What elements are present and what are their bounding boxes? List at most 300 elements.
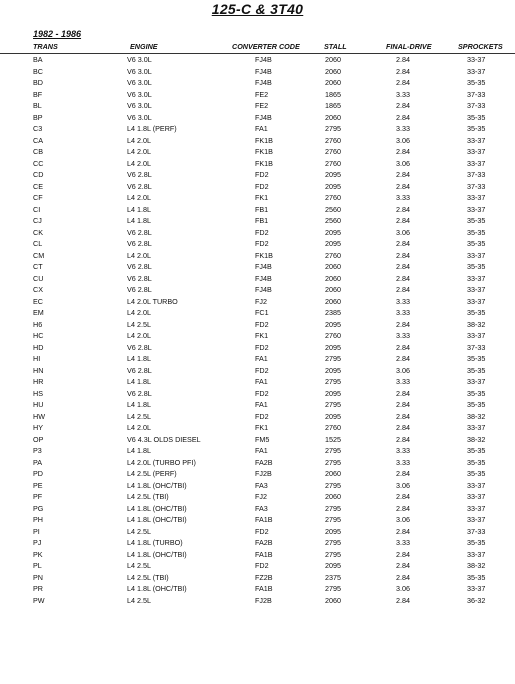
cell-converter-code: FJ4B bbox=[255, 273, 272, 283]
cell-final-drive: 2.84 bbox=[396, 572, 410, 582]
cell-stall: 2795 bbox=[325, 549, 341, 559]
cell-converter-code: FA2B bbox=[255, 457, 273, 467]
cell-trans: CT bbox=[33, 262, 43, 271]
cell-trans: PF bbox=[33, 492, 43, 501]
cell-converter-code: FJ4B bbox=[255, 285, 272, 294]
table-row bbox=[0, 168, 515, 180]
cell-engine: L4 2.0L bbox=[127, 135, 151, 145]
cell-stall: 2060 bbox=[325, 469, 341, 478]
cell-engine: V6 2.8L bbox=[127, 239, 152, 248]
cell-stall: 2095 bbox=[325, 319, 341, 329]
cell-stall: 2095 bbox=[325, 227, 341, 237]
cell-converter-code: FD2 bbox=[255, 365, 269, 375]
cell-stall: 2095 bbox=[325, 388, 341, 398]
cell-final-drive: 3.06 bbox=[396, 227, 410, 237]
cell-trans: PD bbox=[33, 469, 43, 478]
cell-converter-code: FA1B bbox=[255, 515, 273, 524]
cell-stall: 2795 bbox=[325, 446, 341, 455]
table-row bbox=[0, 433, 515, 445]
cell-stall: 2060 bbox=[325, 285, 341, 294]
cell-sprockets: 35-35 bbox=[467, 354, 486, 363]
cell-converter-code: FD2 bbox=[255, 239, 269, 248]
cell-sprockets: 38-32 bbox=[467, 434, 486, 444]
cell-trans: BC bbox=[33, 66, 43, 76]
table-row bbox=[0, 341, 515, 353]
cell-engine: V6 2.8L bbox=[127, 273, 152, 283]
cell-converter-code: FA1 bbox=[255, 400, 268, 409]
cell-stall: 2375 bbox=[325, 572, 341, 582]
cell-final-drive: 3.06 bbox=[396, 365, 410, 375]
cell-trans: C3 bbox=[33, 124, 43, 133]
cell-stall: 2060 bbox=[325, 273, 341, 283]
cell-stall: 2795 bbox=[325, 584, 341, 593]
table-row bbox=[0, 134, 515, 146]
cell-converter-code: FA1B bbox=[255, 549, 273, 559]
table-row bbox=[0, 180, 515, 192]
cell-trans: BF bbox=[33, 89, 43, 99]
cell-final-drive: 3.33 bbox=[396, 193, 410, 202]
cell-stall: 2560 bbox=[325, 216, 341, 225]
cell-stall: 2095 bbox=[325, 561, 341, 570]
cell-engine: L4 2.5L bbox=[127, 526, 151, 536]
cell-converter-code: FA1 bbox=[255, 354, 268, 363]
cell-converter-code: FA2B bbox=[255, 538, 273, 547]
cell-sprockets: 35-35 bbox=[467, 446, 486, 455]
cell-converter-code: FM5 bbox=[255, 434, 270, 444]
cell-final-drive: 3.06 bbox=[396, 584, 410, 593]
cell-final-drive: 2.84 bbox=[396, 503, 410, 513]
cell-converter-code: FD2 bbox=[255, 526, 269, 536]
cell-final-drive: 2.84 bbox=[396, 434, 410, 444]
cell-final-drive: 3.33 bbox=[396, 124, 410, 133]
cell-converter-code: FA3 bbox=[255, 480, 268, 490]
cell-sprockets: 33-37 bbox=[467, 55, 486, 64]
cell-converter-code: FD2 bbox=[255, 319, 269, 329]
table-row bbox=[0, 513, 515, 525]
cell-converter-code: FJ4B bbox=[255, 78, 272, 87]
cell-trans: CK bbox=[33, 227, 43, 237]
cell-engine: V6 3.0L bbox=[127, 66, 152, 76]
cell-sprockets: 37-33 bbox=[467, 101, 486, 110]
cell-trans: EC bbox=[33, 296, 43, 306]
cell-final-drive: 3.33 bbox=[396, 89, 410, 99]
table-body bbox=[0, 53, 515, 605]
column-header-engine: ENGINE bbox=[130, 42, 158, 51]
cell-final-drive: 2.84 bbox=[396, 561, 410, 570]
cell-stall: 2060 bbox=[325, 296, 341, 306]
table-row bbox=[0, 387, 515, 399]
cell-final-drive: 2.84 bbox=[396, 239, 410, 248]
cell-engine: V6 2.8L bbox=[127, 388, 152, 398]
cell-sprockets: 35-35 bbox=[467, 388, 486, 398]
cell-final-drive: 2.84 bbox=[396, 526, 410, 536]
cell-sprockets: 33-37 bbox=[467, 515, 486, 524]
table-row bbox=[0, 329, 515, 341]
cell-sprockets: 35-35 bbox=[467, 124, 486, 133]
cell-sprockets: 35-35 bbox=[467, 365, 486, 375]
cell-trans: CD bbox=[33, 170, 44, 179]
cell-engine: V6 2.8L bbox=[127, 262, 152, 271]
cell-engine: L4 1.8L (OHC/TBI) bbox=[127, 515, 187, 524]
cell-stall: 2760 bbox=[325, 331, 341, 340]
cell-stall: 2060 bbox=[325, 112, 341, 122]
cell-stall: 2060 bbox=[325, 78, 341, 87]
cell-engine: L4 1.8L bbox=[127, 354, 151, 363]
cell-final-drive: 2.84 bbox=[396, 273, 410, 283]
column-header-converter-code: CONVERTER CODE bbox=[232, 42, 300, 51]
cell-converter-code: FD2 bbox=[255, 170, 269, 179]
table-row bbox=[0, 456, 515, 468]
cell-converter-code: FE2 bbox=[255, 89, 269, 99]
cell-stall: 2795 bbox=[325, 503, 341, 513]
cell-trans: OP bbox=[33, 434, 44, 444]
cell-trans: BA bbox=[33, 55, 43, 64]
cell-final-drive: 2.84 bbox=[396, 147, 410, 156]
cell-sprockets: 35-35 bbox=[467, 538, 486, 547]
table-row bbox=[0, 237, 515, 249]
cell-sprockets: 33-37 bbox=[467, 250, 486, 260]
cell-sprockets: 33-37 bbox=[467, 331, 486, 340]
table-row bbox=[0, 306, 515, 318]
cell-stall: 2795 bbox=[325, 457, 341, 467]
cell-final-drive: 2.84 bbox=[396, 112, 410, 122]
cell-stall: 2760 bbox=[325, 423, 341, 432]
cell-trans: HR bbox=[33, 377, 44, 386]
cell-engine: L4 1.8L bbox=[127, 377, 151, 386]
cell-trans: HS bbox=[33, 388, 43, 398]
cell-converter-code: FD2 bbox=[255, 181, 269, 191]
cell-final-drive: 3.33 bbox=[396, 538, 410, 547]
cell-stall: 2760 bbox=[325, 250, 341, 260]
cell-engine: L4 2.5L (PERF) bbox=[127, 469, 177, 478]
cell-engine: V6 3.0L bbox=[127, 78, 152, 87]
table-row bbox=[0, 76, 515, 88]
cell-converter-code: FJ2B bbox=[255, 595, 272, 605]
cell-engine: L4 2.0L (TURBO PFI) bbox=[127, 457, 196, 467]
cell-engine: L4 2.5L bbox=[127, 319, 151, 329]
cell-final-drive: 2.84 bbox=[396, 78, 410, 87]
cell-engine: V6 2.8L bbox=[127, 365, 152, 375]
cell-engine: L4 2.0L bbox=[127, 308, 151, 317]
page-title: 125-C & 3T40 bbox=[211, 1, 304, 17]
cell-stall: 2095 bbox=[325, 239, 341, 248]
cell-engine: V6 2.8L bbox=[127, 181, 152, 191]
cell-stall: 2795 bbox=[325, 480, 341, 490]
table-row bbox=[0, 272, 515, 284]
cell-final-drive: 2.84 bbox=[396, 319, 410, 329]
cell-sprockets: 35-35 bbox=[467, 112, 486, 122]
cell-stall: 2095 bbox=[325, 342, 341, 352]
cell-final-drive: 3.06 bbox=[396, 135, 410, 145]
cell-engine: V6 3.0L bbox=[127, 89, 152, 99]
cell-sprockets: 37-33 bbox=[467, 526, 486, 536]
cell-stall: 2095 bbox=[325, 181, 341, 191]
cell-converter-code: FK1 bbox=[255, 423, 269, 432]
cell-engine: V6 2.8L bbox=[127, 227, 152, 237]
table-row bbox=[0, 352, 515, 364]
cell-engine: L4 1.8L bbox=[127, 216, 151, 225]
cell-trans: CF bbox=[33, 193, 43, 202]
cell-final-drive: 2.84 bbox=[396, 285, 410, 294]
cell-engine: L4 1.8L bbox=[127, 204, 151, 214]
cell-sprockets: 33-37 bbox=[467, 193, 486, 202]
cell-trans: CE bbox=[33, 181, 43, 191]
cell-sprockets: 33-37 bbox=[467, 147, 486, 156]
cell-converter-code: FD2 bbox=[255, 342, 269, 352]
cell-converter-code: FJ4B bbox=[255, 66, 272, 76]
cell-stall: 2095 bbox=[325, 411, 341, 421]
cell-sprockets: 33-37 bbox=[467, 66, 486, 76]
cell-final-drive: 2.84 bbox=[396, 411, 410, 421]
cell-engine: L4 2.0L bbox=[127, 250, 151, 260]
column-header-stall: STALL bbox=[324, 42, 347, 51]
table-row bbox=[0, 536, 515, 548]
cell-engine: L4 2.0L bbox=[127, 193, 151, 202]
cell-engine: L4 1.8L (TURBO) bbox=[127, 538, 183, 547]
cell-final-drive: 2.84 bbox=[396, 101, 410, 110]
cell-sprockets: 35-35 bbox=[467, 262, 486, 271]
cell-stall: 2060 bbox=[325, 66, 341, 76]
cell-final-drive: 3.06 bbox=[396, 158, 410, 168]
cell-trans: PA bbox=[33, 457, 43, 467]
cell-stall: 2760 bbox=[325, 135, 341, 145]
cell-stall: 1865 bbox=[325, 89, 341, 99]
cell-trans: HY bbox=[33, 423, 43, 432]
cell-converter-code: FD2 bbox=[255, 227, 269, 237]
cell-converter-code: FA1 bbox=[255, 377, 268, 386]
cell-trans: HI bbox=[33, 354, 41, 363]
cell-trans: BD bbox=[33, 78, 43, 87]
cell-sprockets: 33-37 bbox=[467, 296, 486, 306]
cell-trans: PI bbox=[33, 526, 40, 536]
cell-trans: CB bbox=[33, 147, 43, 156]
cell-stall: 1865 bbox=[325, 101, 341, 110]
cell-converter-code: FJ2 bbox=[255, 492, 267, 501]
cell-final-drive: 2.84 bbox=[396, 400, 410, 409]
cell-trans: PL bbox=[33, 561, 42, 570]
table-row bbox=[0, 226, 515, 238]
cell-converter-code: FK1B bbox=[255, 250, 273, 260]
column-header-trans: TRANS bbox=[33, 42, 58, 51]
cell-trans: EM bbox=[33, 308, 44, 317]
cell-stall: 2385 bbox=[325, 308, 341, 317]
table-row bbox=[0, 479, 515, 491]
cell-sprockets: 33-37 bbox=[467, 423, 486, 432]
cell-converter-code: FD2 bbox=[255, 411, 269, 421]
cell-converter-code: FB1 bbox=[255, 204, 269, 214]
table-row bbox=[0, 191, 515, 203]
cell-stall: 2095 bbox=[325, 365, 341, 375]
cell-engine: L4 2.0L bbox=[127, 331, 151, 340]
cell-converter-code: FA1 bbox=[255, 124, 268, 133]
table-row bbox=[0, 145, 515, 157]
table-row bbox=[0, 122, 515, 134]
cell-engine: L4 2.0L bbox=[127, 423, 151, 432]
cell-stall: 2760 bbox=[325, 193, 341, 202]
cell-final-drive: 2.84 bbox=[396, 342, 410, 352]
cell-engine: L4 1.8L (OHC/TBI) bbox=[127, 549, 187, 559]
cell-final-drive: 2.84 bbox=[396, 595, 410, 605]
cell-stall: 2060 bbox=[325, 55, 341, 64]
cell-engine: V6 3.0L bbox=[127, 101, 152, 110]
cell-final-drive: 2.84 bbox=[396, 181, 410, 191]
table-row bbox=[0, 88, 515, 100]
cell-trans: PK bbox=[33, 549, 43, 559]
cell-converter-code: FK1B bbox=[255, 135, 273, 145]
table-row bbox=[0, 260, 515, 272]
cell-stall: 2060 bbox=[325, 262, 341, 271]
cell-sprockets: 33-37 bbox=[467, 158, 486, 168]
table-row bbox=[0, 525, 515, 537]
cell-trans: H6 bbox=[33, 319, 43, 329]
cell-engine: L4 2.5L bbox=[127, 595, 151, 605]
cell-trans: CU bbox=[33, 273, 44, 283]
cell-trans: HU bbox=[33, 400, 44, 409]
cell-stall: 2795 bbox=[325, 377, 341, 386]
cell-converter-code: FE2 bbox=[255, 101, 269, 110]
cell-trans: CC bbox=[33, 158, 44, 168]
cell-sprockets: 35-35 bbox=[467, 469, 486, 478]
cell-sprockets: 35-35 bbox=[467, 400, 486, 409]
table-row bbox=[0, 548, 515, 560]
cell-stall: 2095 bbox=[325, 170, 341, 179]
cell-sprockets: 35-35 bbox=[467, 572, 486, 582]
cell-sprockets: 38-32 bbox=[467, 319, 486, 329]
cell-engine: L4 1.8L (OHC/TBI) bbox=[127, 503, 187, 513]
cell-sprockets: 38-32 bbox=[467, 561, 486, 570]
table-row bbox=[0, 53, 515, 65]
cell-stall: 2095 bbox=[325, 526, 341, 536]
cell-sprockets: 33-37 bbox=[467, 480, 486, 490]
table-row bbox=[0, 318, 515, 330]
cell-sprockets: 35-35 bbox=[467, 457, 486, 467]
cell-sprockets: 38-32 bbox=[467, 411, 486, 421]
cell-trans: P3 bbox=[33, 446, 42, 455]
table-row bbox=[0, 295, 515, 307]
table-row bbox=[0, 594, 515, 606]
cell-final-drive: 2.84 bbox=[396, 262, 410, 271]
cell-trans: BP bbox=[33, 112, 43, 122]
table-row bbox=[0, 249, 515, 261]
cell-stall: 2795 bbox=[325, 354, 341, 363]
column-header-sprockets: SPROCKETS bbox=[458, 42, 503, 51]
cell-trans: HC bbox=[33, 331, 44, 340]
cell-final-drive: 3.06 bbox=[396, 480, 410, 490]
cell-sprockets: 33-37 bbox=[467, 273, 486, 283]
cell-converter-code: FD2 bbox=[255, 388, 269, 398]
cell-final-drive: 2.84 bbox=[396, 354, 410, 363]
cell-converter-code: FJ4B bbox=[255, 112, 272, 122]
table-row bbox=[0, 375, 515, 387]
cell-engine: V6 2.8L bbox=[127, 342, 152, 352]
cell-final-drive: 3.33 bbox=[396, 331, 410, 340]
cell-stall: 2760 bbox=[325, 147, 341, 156]
cell-trans: PH bbox=[33, 515, 43, 524]
cell-engine: V6 3.0L bbox=[127, 55, 152, 64]
cell-sprockets: 33-37 bbox=[467, 492, 486, 501]
cell-final-drive: 2.84 bbox=[396, 170, 410, 179]
cell-trans: CI bbox=[33, 204, 41, 214]
cell-engine: L4 2.5L (TBI) bbox=[127, 572, 169, 582]
cell-sprockets: 33-37 bbox=[467, 503, 486, 513]
table-row bbox=[0, 571, 515, 583]
cell-engine: L4 1.8L (OHC/TBI) bbox=[127, 584, 187, 593]
cell-final-drive: 2.84 bbox=[396, 216, 410, 225]
cell-trans: PW bbox=[33, 595, 45, 605]
column-header-final-drive: FINAL-DRIVE bbox=[386, 42, 432, 51]
table-row bbox=[0, 502, 515, 514]
cell-stall: 2795 bbox=[325, 515, 341, 524]
cell-sprockets: 35-35 bbox=[467, 239, 486, 248]
cell-trans: CL bbox=[33, 239, 43, 248]
cell-converter-code: FJ4B bbox=[255, 55, 272, 64]
cell-stall: 2060 bbox=[325, 492, 341, 501]
cell-trans: CM bbox=[33, 250, 45, 260]
cell-engine: L4 1.8L (OHC/TBI) bbox=[127, 480, 187, 490]
cell-trans: CX bbox=[33, 285, 43, 294]
cell-engine: L4 2.0L bbox=[127, 147, 151, 156]
cell-stall: 2060 bbox=[325, 595, 341, 605]
cell-final-drive: 2.84 bbox=[396, 250, 410, 260]
cell-stall: 2795 bbox=[325, 400, 341, 409]
cell-trans: PN bbox=[33, 572, 43, 582]
cell-trans: BL bbox=[33, 101, 42, 110]
table-row bbox=[0, 398, 515, 410]
cell-engine: L4 2.5L (TBI) bbox=[127, 492, 169, 501]
cell-converter-code: FK1B bbox=[255, 147, 273, 156]
cell-sprockets: 37-33 bbox=[467, 170, 486, 179]
cell-trans: PE bbox=[33, 480, 43, 490]
cell-engine: L4 2.0L TURBO bbox=[127, 296, 178, 306]
cell-stall: 2795 bbox=[325, 538, 341, 547]
cell-trans: CA bbox=[33, 135, 43, 145]
cell-final-drive: 3.33 bbox=[396, 296, 410, 306]
cell-trans: HD bbox=[33, 342, 44, 352]
cell-converter-code: FJ2B bbox=[255, 469, 272, 478]
cell-sprockets: 35-35 bbox=[467, 78, 486, 87]
table-row bbox=[0, 410, 515, 422]
year-range: 1982 - 1986 bbox=[33, 29, 82, 39]
cell-final-drive: 3.06 bbox=[396, 515, 410, 524]
table-row bbox=[0, 467, 515, 479]
cell-final-drive: 2.84 bbox=[396, 423, 410, 432]
cell-engine: V6 2.8L bbox=[127, 285, 152, 294]
cell-trans: PR bbox=[33, 584, 43, 593]
cell-engine: L4 2.0L bbox=[127, 158, 151, 168]
cell-trans: CJ bbox=[33, 216, 42, 225]
cell-sprockets: 33-37 bbox=[467, 549, 486, 559]
cell-stall: 2760 bbox=[325, 158, 341, 168]
cell-sprockets: 35-35 bbox=[467, 216, 486, 225]
table-row bbox=[0, 111, 515, 123]
cell-stall: 2560 bbox=[325, 204, 341, 214]
cell-engine: V6 2.8L bbox=[127, 170, 152, 179]
cell-sprockets: 33-37 bbox=[467, 135, 486, 145]
cell-engine: V6 4.3L OLDS DIESEL bbox=[127, 434, 201, 444]
cell-sprockets: 33-37 bbox=[467, 285, 486, 294]
cell-final-drive: 2.84 bbox=[396, 204, 410, 214]
table-row bbox=[0, 490, 515, 502]
cell-converter-code: FA1B bbox=[255, 584, 273, 593]
cell-sprockets: 35-35 bbox=[467, 308, 486, 317]
cell-stall: 1525 bbox=[325, 434, 341, 444]
cell-engine: L4 1.8L bbox=[127, 400, 151, 409]
cell-final-drive: 2.84 bbox=[396, 55, 410, 64]
cell-engine: L4 2.5L bbox=[127, 561, 151, 570]
cell-sprockets: 33-37 bbox=[467, 377, 486, 386]
table-row bbox=[0, 157, 515, 169]
cell-stall: 2795 bbox=[325, 124, 341, 133]
